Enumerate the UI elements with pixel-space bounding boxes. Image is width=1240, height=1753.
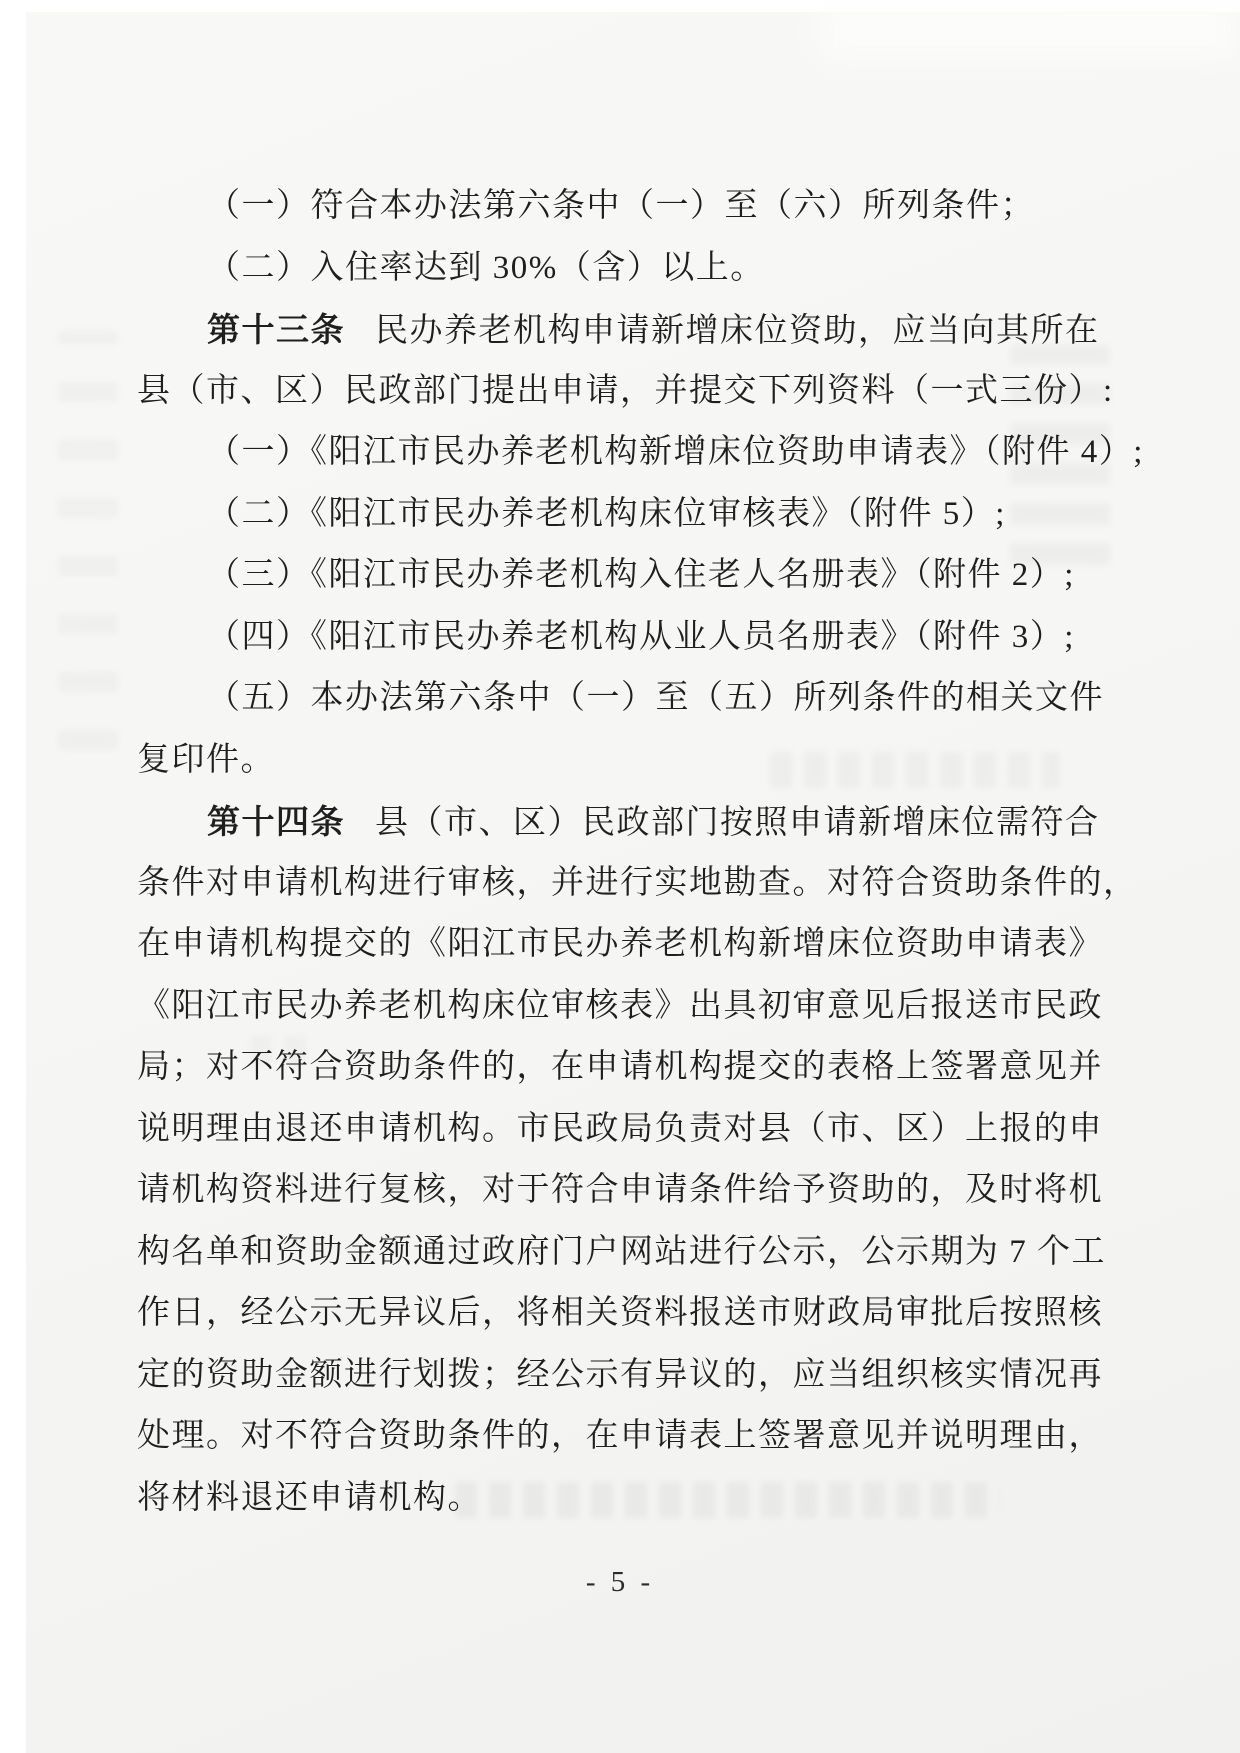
document-line [137,238,1097,300]
document-line [137,1222,1106,1284]
document-line [137,176,1097,238]
document-body [137,176,1144,1529]
scan-edge-top-right [820,0,1240,60]
document-line [137,914,1103,976]
line-text: 复印件。 [137,741,275,778]
document-line [137,791,1100,853]
bleed-through-artifact [58,330,118,750]
line-text: 说明理由退还申请机构。市民政局负责对县（市、区）上报的申 [137,1110,1103,1147]
document-line [137,361,1114,423]
line-text: （五）本办法第六条中（一）至（五）所列条件的相关文件 [207,680,1104,716]
document-line [137,1160,1103,1222]
document-line [137,422,1144,484]
document-line [137,730,1097,792]
line-text: （一）《阳江市民办养老机构新增床位资助申请表》（附件 4）; [207,434,1144,470]
document-line [137,299,1100,361]
line-text: （四）《阳江市民办养老机构从业人员名册表》（附件 3）; [207,618,1075,655]
line-text: （一）符合本办法第六条中（一）至（六）所列条件； [207,188,1035,224]
document-line [137,484,1097,546]
line-text: （二）《阳江市民办养老机构床位审核表》（附件 5）; [207,495,1006,532]
document-line [137,1283,1103,1345]
line-text: 民办养老机构申请新增床位资助，应当向其所在 [375,313,1100,349]
document-line [137,1037,1103,1099]
document-line [137,1099,1103,1161]
document-line [137,1468,1097,1530]
document-line [137,1406,1103,1468]
scan-edge-left [0,0,26,1753]
line-text: 县（市、区）民政部门按照申请新增床位需符合 [375,805,1100,841]
line-text: 将材料退还申请机构。 [137,1479,482,1516]
article-number: 第十四条 [207,803,345,840]
document-line [137,545,1097,607]
line-text: 定的资助金额进行划拨；经公示有异议的，应当组织核实情况再 [137,1356,1103,1393]
line-text: 请机构资料进行复核，对于符合申请条件给予资助的，及时将机 [137,1172,1103,1208]
line-text: 处理。对不符合资助条件的，在申请表上签署意见并说明理由， [137,1418,1103,1454]
line-text: 《阳江市民办养老机构床位审核表》出具初审意见后报送市民政 [137,987,1103,1024]
line-text: （二）入住率达到 30%（含）以上。 [207,249,765,286]
line-text: 在申请机构提交的《阳江市民办养老机构新增床位资助申请表》 [137,926,1103,962]
line-text: （三）《阳江市民办养老机构入住老人名册表》（附件 2）; [207,557,1075,593]
page-number: - 5 - [585,1566,655,1598]
line-text: 县（市、区）民政部门提出申请，并提交下列资料（一式三份）: [137,372,1114,409]
line-text: 局；对不符合资助条件的，在申请机构提交的表格上签署意见并 [137,1049,1103,1085]
document-line [137,853,1138,915]
line-text: 构名单和资助金额通过政府门户网站进行公示，公示期为 7 个工 [137,1233,1106,1270]
line-text: 条件对申请机构进行审核，并进行实地勘查。对符合资助条件的， [137,864,1138,901]
document-line [137,976,1103,1038]
document-line [137,607,1097,669]
document-line [137,1345,1103,1407]
document-line [137,668,1104,730]
line-text: 作日，经公示无异议后，将相关资料报送市财政局审批后按照核 [137,1295,1103,1331]
article-number: 第十三条 [207,311,345,348]
